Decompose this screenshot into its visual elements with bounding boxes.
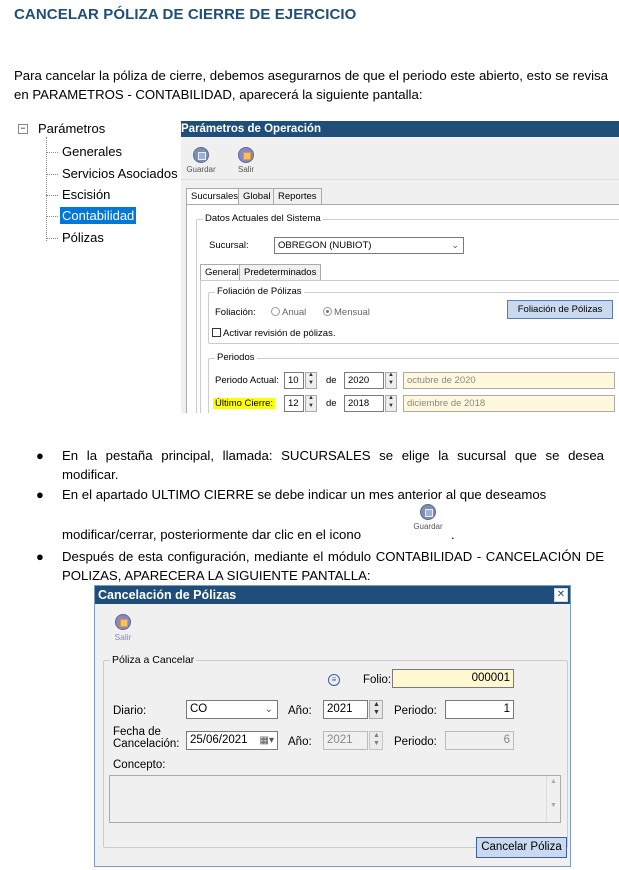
chevron-down-icon: ⌄ (451, 240, 459, 250)
calendar-icon[interactable]: ▦▾ (259, 735, 274, 746)
ultimo-cierre-label: Último Cierre: (215, 398, 274, 409)
save-icon (420, 504, 436, 520)
ultimo-cierre-desc: diciembre de 2018 (403, 395, 615, 412)
tab-global[interactable]: Global (238, 188, 275, 204)
tab-reportes[interactable]: Reportes (273, 188, 322, 204)
inline-save-icon: Guardar (407, 504, 449, 531)
periodos-group: Periodos Periodo Actual: 10 ▲ ▼ de 2020 ▲ ▼ octubre de 2020 Último Cierre: 12 ▲ ▼ de 2018 ▲ ▼ diciembre de 2018 (208, 358, 619, 413)
save-button[interactable]: Guardar (184, 147, 218, 174)
bullet-item: ● En el apartado ULTIMO CIERRE se debe indicar un mes anterior al que deseamos (36, 487, 547, 502)
diario-select[interactable]: CO ⌄ (186, 700, 278, 719)
sucursales-panel (186, 204, 619, 413)
cancelar-poliza-button[interactable]: Cancelar Póliza (476, 837, 567, 858)
collapse-icon[interactable]: − (18, 124, 28, 134)
periodo-input[interactable]: 1 (445, 700, 514, 719)
periodo-actual-desc: octubre de 2020 (403, 372, 615, 389)
periodo-actual-mes[interactable]: 10 (284, 372, 304, 389)
radio-anual[interactable]: Anual (271, 307, 306, 318)
spin-icon[interactable] (385, 395, 397, 412)
exit-icon (238, 147, 254, 163)
parametros-window (181, 121, 619, 413)
bullet-item: ● En la pestaña principal, llamada: SUCURSALES se elige la sucursal que se desea modificar. (36, 448, 604, 482)
fecha-input[interactable]: 25/06/2021 ▦▾ (186, 731, 278, 750)
concepto-textarea[interactable] (109, 775, 561, 823)
tab-predeterminados[interactable]: Predeterminados (239, 264, 321, 280)
save-icon (193, 147, 209, 163)
periodo2-input: 6 (445, 731, 514, 750)
close-icon[interactable]: ✕ (554, 588, 568, 602)
chevron-down-icon: ⌄ (264, 704, 273, 715)
foliacion-button[interactable]: Foliación de Pólizas (507, 300, 613, 319)
periodo-actual-anio[interactable]: 2020 (344, 372, 384, 389)
datos-group: Datos Actuales del Sistema Sucursal: OBREGON (NUBIOT) ⌄ General Predeterminados Foliación de Pólizas Foliación: Anual Mensual Foliación de Pólizas Activar revisión de pólizas. Periodos Periodo Actual: 10 ▲ ▼ de 2020 ▲ ▼ octubre de 2020 Último Cierre: 12 ▲ ▼ de 2018 ▲ ▼ diciembre de 2018 (196, 219, 619, 413)
bullet-item: ● Después de esta configuración, mediante el módulo CONTABILIDAD - CANCELACIÓN DE POLIZAS, APARECERA LA SIGUIENTE PANTALLA: (36, 549, 604, 583)
window-title: Parámetros de Operación (181, 121, 619, 137)
spin-icon[interactable] (305, 372, 317, 389)
ultimo-cierre-mes[interactable]: 12 (284, 395, 304, 412)
scrollbar[interactable]: ▲ ▼ (546, 776, 560, 822)
page-title: CANCELAR PÓLIZA DE CIERRE DE EJERCICIO (14, 6, 357, 23)
list-icon[interactable]: ≡ (328, 674, 340, 686)
radio-mensual[interactable]: Mensual (323, 307, 370, 318)
anio-input[interactable]: 2021 (323, 700, 368, 719)
exit-button[interactable]: Salir (109, 614, 137, 642)
activar-checkbox[interactable]: Activar revisión de pólizas. (212, 328, 335, 339)
foliacion-group: Foliación de Pólizas Foliación: Anual Mensual Foliación de Pólizas Activar revisión de pólizas. (208, 292, 619, 344)
bullet-continuation: modificar/cerrar, posteriormente dar clic en el icono (62, 527, 362, 542)
tab-general[interactable]: General (200, 264, 244, 281)
anio2-input: 2021 (323, 731, 368, 750)
ultimo-cierre-anio[interactable]: 2018 (344, 395, 384, 412)
spin-icon[interactable] (305, 395, 317, 412)
folio-input[interactable]: 000001 (392, 669, 514, 688)
exit-icon (115, 614, 131, 630)
cancelacion-window (94, 585, 571, 867)
window-title: Cancelación de Pólizas (95, 586, 570, 604)
spin-icon[interactable] (385, 372, 397, 389)
tree-root-label: Parámetros (38, 121, 106, 136)
spin-icon (369, 731, 383, 750)
spin-icon[interactable] (369, 700, 383, 719)
intro-paragraph: Para cancelar la póliza de cierre, debemos asegurarnos de que el periodo este abierto, esto se revisa en PARAMETROS - CONTABILIDAD, aparecerá la siguiente pantalla: (14, 68, 608, 102)
poliza-group: Póliza a Cancelar ≡ Folio: 000001 Diario: CO ⌄ Año: 2021 ▲ ▼ Periodo: 1 Fecha de Cancelación: 25/06/2021 ▦▾ Año: 2021 ▲ ▼ Periodo: 6 Concepto: ▲ ▼ (103, 660, 568, 848)
sucursal-select[interactable]: OBREGON (NUBIOT) ⌄ (274, 237, 464, 254)
exit-button[interactable]: Salir (231, 147, 261, 174)
tab-sucursales[interactable]: Sucursales (186, 188, 243, 205)
